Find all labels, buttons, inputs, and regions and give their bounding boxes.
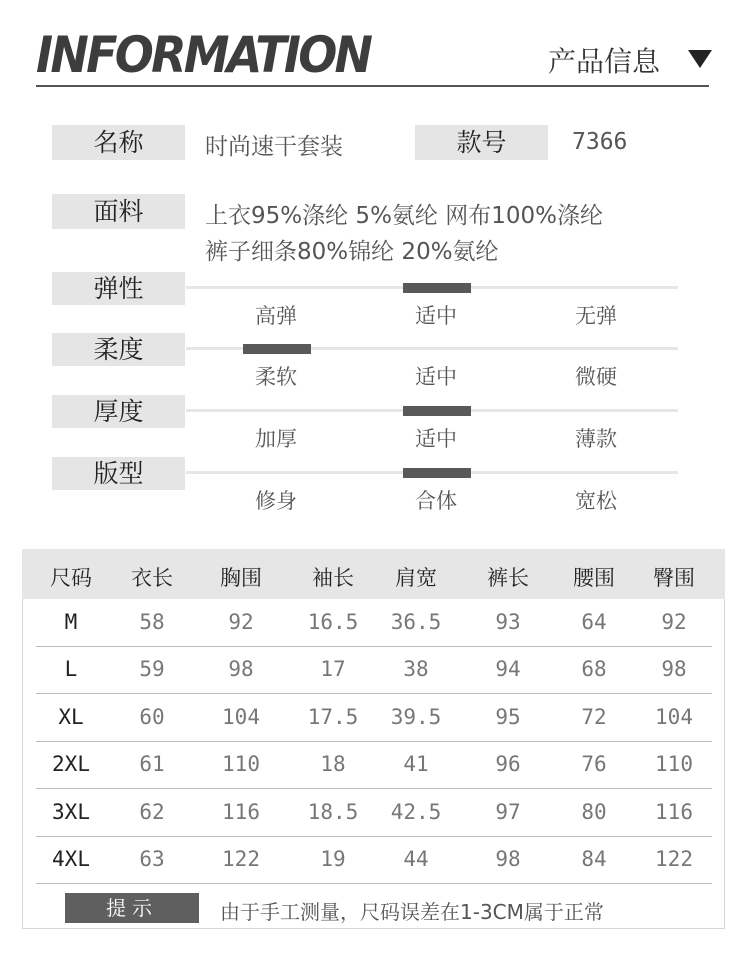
scale-label: 厚度 xyxy=(52,395,185,428)
size-cell: L xyxy=(64,657,78,682)
size-cell: 4XL xyxy=(52,847,90,871)
measure-cell: 41 xyxy=(403,752,429,777)
scale-option: 薄款 xyxy=(575,427,617,451)
scale-option: 适中 xyxy=(415,304,457,328)
measure-cell: 84 xyxy=(581,847,607,871)
measure-cell: 80 xyxy=(581,799,607,824)
table-row-divider xyxy=(36,741,712,742)
fabric-line-2: 裤子细条80%锦纶 20%氨纶 xyxy=(205,239,499,265)
measure-cell: 122 xyxy=(655,847,693,871)
table-row-divider xyxy=(36,883,712,884)
measure-cell: 59 xyxy=(139,657,165,682)
scale-option: 宽松 xyxy=(575,489,617,513)
table-header-cell: 腰围 xyxy=(573,566,615,590)
scale-option: 无弹 xyxy=(575,304,617,328)
measure-cell: 95 xyxy=(495,704,521,729)
tip-label: 提示 xyxy=(65,893,199,923)
measure-cell: 92 xyxy=(661,610,687,634)
measure-cell: 110 xyxy=(655,752,693,777)
table-header-cell: 袖长 xyxy=(312,566,354,590)
measure-cell: 110 xyxy=(222,752,260,777)
table-header-cell: 胸围 xyxy=(220,566,262,590)
scale-marker xyxy=(403,406,471,416)
fabric-label: 面料 xyxy=(52,194,185,229)
measure-cell: 62 xyxy=(139,799,165,824)
table-row-divider xyxy=(36,836,712,837)
page-subtitle: 产品信息 xyxy=(548,45,661,78)
measure-cell: 19 xyxy=(320,847,346,871)
table-header-cell: 裤长 xyxy=(487,566,529,590)
measure-cell: 92 xyxy=(228,610,254,634)
measure-cell: 18.5 xyxy=(307,799,359,824)
measure-cell: 39.5 xyxy=(390,704,442,729)
size-cell: M xyxy=(64,610,78,634)
name-value: 时尚速干套装 xyxy=(205,134,343,160)
measure-cell: 98 xyxy=(495,847,521,871)
measure-cell: 98 xyxy=(228,657,254,682)
table-row-divider xyxy=(36,646,712,647)
scale-label: 版型 xyxy=(52,457,185,490)
scale-option: 适中 xyxy=(415,427,457,451)
header-divider xyxy=(36,85,709,87)
measure-cell: 44 xyxy=(403,847,429,871)
measure-cell: 122 xyxy=(222,847,260,871)
measure-cell: 18 xyxy=(320,752,346,777)
measure-cell: 42.5 xyxy=(390,799,442,824)
measure-cell: 58 xyxy=(139,610,165,634)
size-cell: XL xyxy=(58,704,84,729)
table-header-cell: 肩宽 xyxy=(395,566,437,590)
scale-option: 高弹 xyxy=(255,304,297,328)
measure-cell: 36.5 xyxy=(390,610,442,634)
scale-option: 加厚 xyxy=(255,427,297,451)
measure-cell: 94 xyxy=(495,657,521,682)
measure-cell: 98 xyxy=(661,657,687,682)
size-cell: 2XL xyxy=(52,752,90,777)
measure-cell: 104 xyxy=(222,704,260,729)
scale-marker xyxy=(403,468,471,478)
scale-option: 合体 xyxy=(415,489,457,513)
scale-marker xyxy=(243,344,311,354)
tip-text: 由于手工测量，尺码误差在1-3CM属于正常 xyxy=(220,900,604,924)
measure-cell: 61 xyxy=(139,752,165,777)
measure-cell: 96 xyxy=(495,752,521,777)
table-header-cell: 臀围 xyxy=(653,566,695,590)
measure-cell: 116 xyxy=(655,799,693,824)
measure-cell: 16.5 xyxy=(307,610,359,634)
measure-cell: 68 xyxy=(581,657,607,682)
measure-cell: 116 xyxy=(222,799,260,824)
scale-label: 弹性 xyxy=(52,272,185,305)
scale-option: 修身 xyxy=(255,489,297,513)
code-value: 7366 xyxy=(572,129,628,155)
scale-marker xyxy=(403,283,471,293)
scale-label: 柔度 xyxy=(52,333,185,366)
measure-cell: 17.5 xyxy=(307,704,359,729)
table-row-divider xyxy=(36,693,712,694)
size-table xyxy=(22,549,725,929)
measure-cell: 60 xyxy=(139,704,165,729)
page-title: INFORMATION xyxy=(36,26,371,84)
measure-cell: 76 xyxy=(581,752,607,777)
table-header-cell: 尺码 xyxy=(50,566,92,590)
scale-option: 适中 xyxy=(415,365,457,389)
measure-cell: 38 xyxy=(403,657,429,682)
scale-option: 微硬 xyxy=(575,365,617,389)
measure-cell: 17 xyxy=(320,657,346,682)
measure-cell: 104 xyxy=(655,704,693,729)
measure-cell: 63 xyxy=(139,847,165,871)
measure-cell: 93 xyxy=(495,610,521,634)
name-label: 名称 xyxy=(52,125,185,160)
measure-cell: 72 xyxy=(581,704,607,729)
scale-option: 柔软 xyxy=(255,365,297,389)
table-row-divider xyxy=(36,788,712,789)
code-label: 款号 xyxy=(415,125,548,160)
measure-cell: 64 xyxy=(581,610,607,634)
size-cell: 3XL xyxy=(52,799,90,824)
measure-cell: 97 xyxy=(495,799,521,824)
table-header-cell: 衣长 xyxy=(131,566,173,590)
fabric-line-1: 上衣95%涤纶 5%氨纶 网布100%涤纶 xyxy=(205,203,603,229)
triangle-down-icon xyxy=(688,50,712,68)
